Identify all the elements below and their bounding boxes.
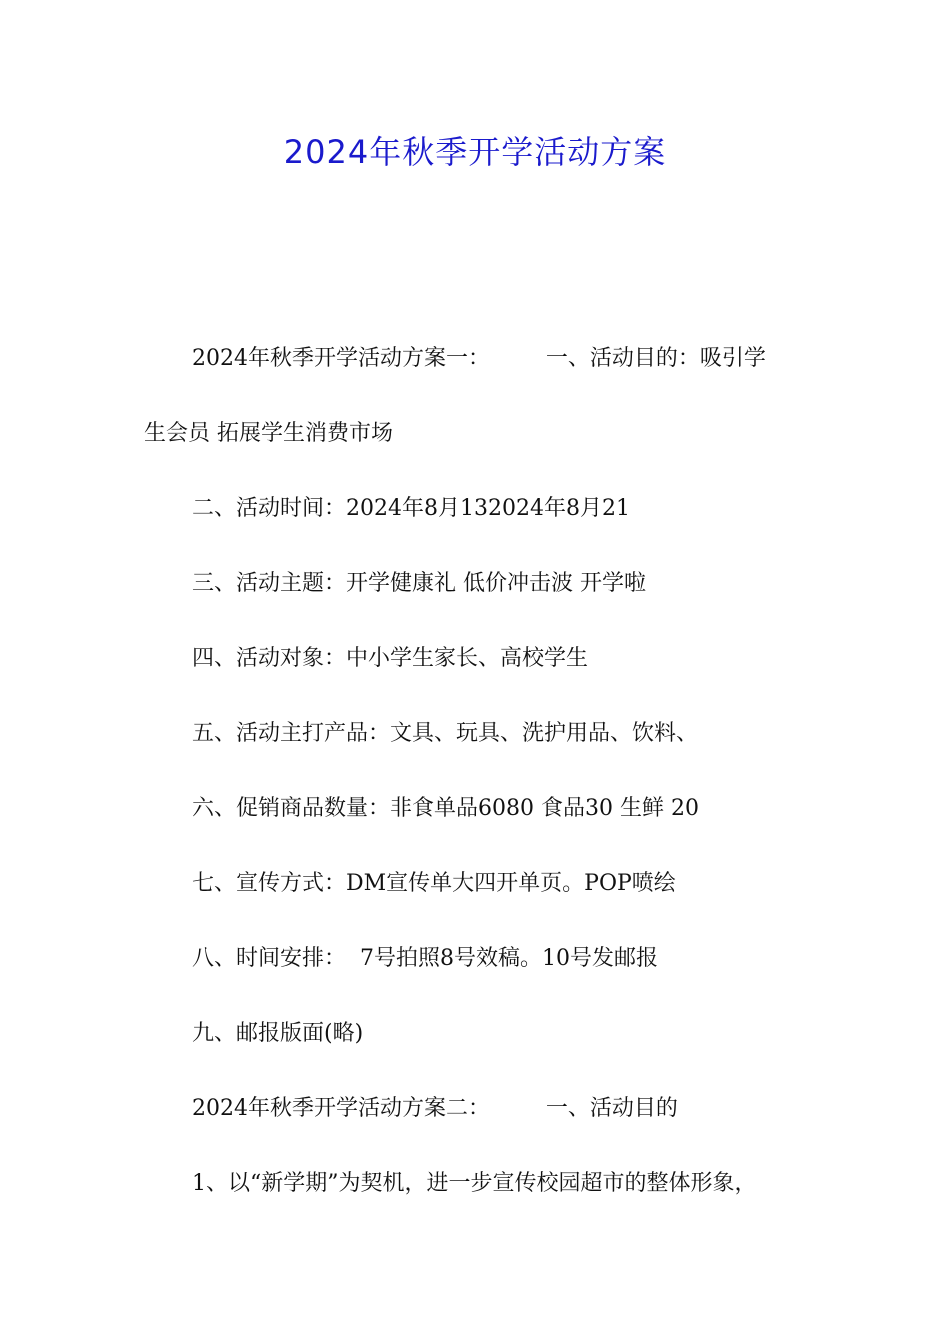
- paragraph-line: 1、以“新学期”为契机，进一步宣传校园超市的整体形象，: [192, 1171, 757, 1196]
- paragraph-line: 2024年秋季开学活动方案一： 一、活动目的：吸引学: [192, 346, 766, 371]
- paragraph-line: 八、时间安排： 7号拍照8号效稿。10号发邮报: [192, 946, 658, 971]
- paragraph-line: 生会员 拓展学生消费市场: [144, 421, 393, 446]
- paragraph-line: 五、活动主打产品：文具、玩具、洗护用品、饮料、: [192, 721, 699, 746]
- paragraph-line: 二、活动时间：2024年8月132024年8月21: [192, 496, 630, 521]
- paragraph-line: 2024年秋季开学活动方案二： 一、活动目的: [192, 1096, 678, 1121]
- paragraph-line: 三、活动主题：开学健康礼 低价冲击波 开学啦: [192, 571, 646, 596]
- paragraph-line: 四、活动对象：中小学生家长、高校学生: [192, 646, 589, 671]
- paragraph-line: 六、促销商品数量：非食单品6080 食品30 生鲜 20: [192, 796, 699, 821]
- document-title: 2024年秋季开学活动方案: [283, 133, 667, 171]
- paragraph-line: 七、宣传方式：DM宣传单大四开单页。POP喷绘: [192, 871, 676, 896]
- paragraph-line: 九、邮报版面(略): [192, 1021, 364, 1046]
